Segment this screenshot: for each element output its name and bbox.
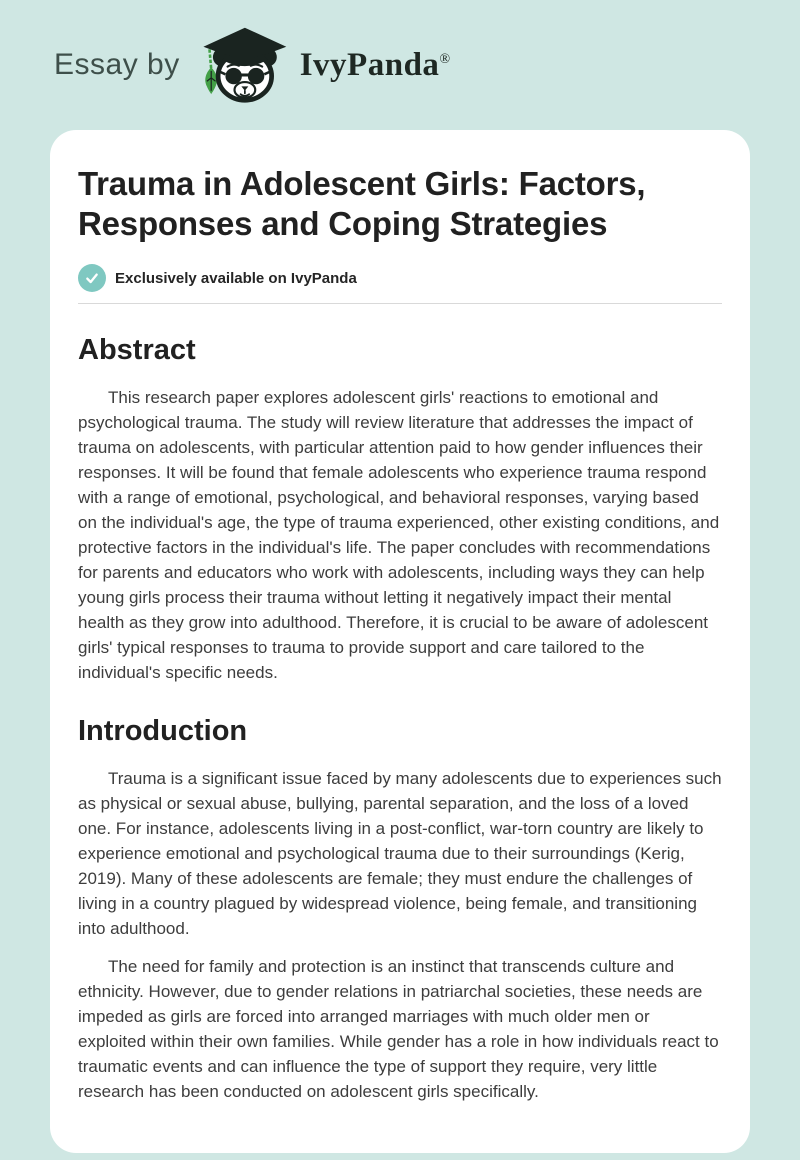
abstract-paragraph: This research paper explores adolescent girls' reactions to emotional and psychological trauma. The study will review literature that addresses the impact of trauma on adolescents, with particular attention paid to how gender influences their responses. It will be found that female adolescents who experience trauma respond with a range of emotional, psychological, and behavioral responses, varying based on the individual's age, the type of trauma experienced, other existing conditions, and protective factors in the individual's life. The paper concludes with recommendations for parents and educators who work with adolescents, including ways they can help young girls process their trauma without letting it negatively impact their mental health as they grow into adulthood. Therefore, it is crucial to be aware of adolescent girls' typical responses to trauma to provide support and care tailored to the individual's specific needs. [78, 388, 720, 682]
availability-badge-label: Exclusively available on IvyPanda [115, 269, 357, 287]
check-icon-svg [84, 270, 100, 286]
section-heading-abstract: Abstract [78, 334, 196, 366]
introduction-paragraph-2: The need for family and protection is an instinct that transcends culture and ethnicity. However, due to gender relations in patriarchal societies, these needs are impeded as girls are forced into arranged marriages with much older men or exploited within their own families. While gender has a role in how individuals react to traumatic events and can influence the type of support they require, very little research has been conducted on adolescent girls specifically. [78, 957, 719, 1101]
essay-title: Trauma in Adolescent Girls: Factors, Responses and Coping Strategies [78, 165, 646, 242]
brand-wordmark [300, 47, 451, 84]
check-icon [78, 264, 106, 292]
brand-name: IvyPanda [299, 46, 440, 83]
ivypanda-panda-graduate-icon [196, 26, 292, 108]
divider [78, 303, 722, 304]
site-header [0, 0, 800, 130]
registered-trademark: ® [439, 51, 451, 67]
availability-badge [78, 264, 722, 292]
introduction-paragraph-1: Trauma is a significant issue faced by many adolescents due to experiences such as physical or sexual abuse, bullying, parental separation, and the loss of a loved one. For instance, adolescents living in a post-conflict, war-torn country are likely to experience emotional and psychological trauma due to their surroundings (Kerig, 2019). Many of these adolescents are female; they must endure the challenges of living in a country plagued by widespread violence, being female, and transitioning into adulthood. [78, 769, 722, 938]
section-heading-introduction: Introduction [78, 715, 248, 747]
essay-by-label: Essay by [54, 48, 180, 81]
essay-card [50, 130, 750, 1153]
panda-icon-svg [196, 26, 292, 108]
